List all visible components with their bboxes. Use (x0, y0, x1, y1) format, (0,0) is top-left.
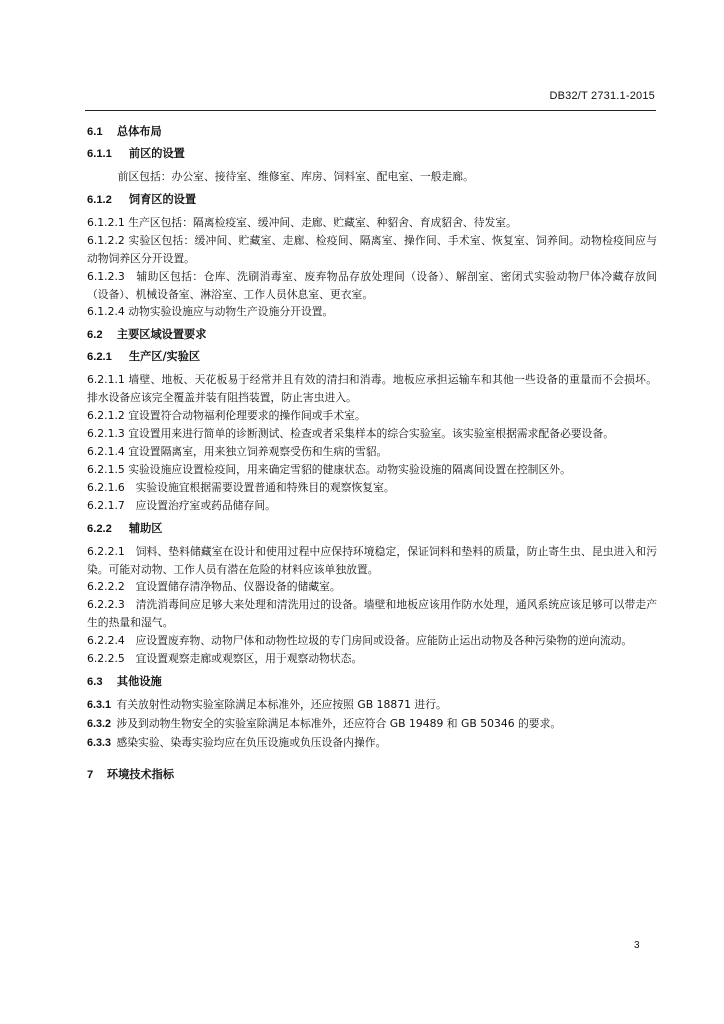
section-title: 前区的设置 (128, 147, 185, 160)
page-number: 3 (634, 940, 640, 951)
paragraph-6-2-1-2: 6.2.1.2 宜设置符合动物福利伦理要求的操作间或手术室。 (87, 409, 366, 423)
clause-text: 涉及到动物生物安全的实验室除满足本标准外，还应符合 GB 19489 和 GB 50346 的要求。 (116, 716, 562, 730)
paragraph-6-2-1-5: 6.2.1.5 实验设施应设置检疫间，用来确定雪貂的健康状态。动物实验设施的隔离间设置在控制区外。 (87, 462, 571, 476)
paragraph-6-1-2-1: 6.1.2.1 生产区包括：隔离检疫室、缓冲间、走廊、贮藏室、种貂舍、育成貂舍、待发室。 (87, 215, 517, 229)
heading-7 (87, 767, 657, 783)
section-number: 6.1.1 (87, 148, 112, 160)
heading-6-1-1 (87, 146, 657, 162)
paragraph-6-3-3 (87, 734, 657, 753)
section-number: 7 (87, 768, 94, 781)
paragraph-6-2-2-2: 6.2.2.2 宜设置储存清净物品、仪器设备的储藏室。 (87, 580, 341, 594)
section-title: 辅助区 (128, 521, 163, 535)
heading-6-2-1 (87, 349, 657, 365)
section-number: 6.3 (87, 675, 103, 688)
paragraph-6-2-2-5: 6.2.2.5 宜设置观察走廊或观察区，用于观察动物状态。 (87, 652, 363, 666)
paragraph-6-2-1-1: 6.2.1.1 墙壁、地板、天花板易于经常并且有效的清扫和消毒。地板应承担运输车和其他一些设备的重量而不会损坏。排水设备应该完全覆盖并装有阻挡装置，防止害虫进入。 (87, 373, 657, 405)
paragraph-6-1-2-2: 6.1.2.2 实验区包括：缓冲间、贮藏室、走廊、检疫间、隔离室、操作间、手术室、恢复室、饲养间。动物检疫间应与动物饲养区分开设置。 (87, 233, 657, 265)
paragraph-6-2-2-3: 6.2.2.3 清洗消毒间应足够大来处理和清洗用过的设备。墙壁和地板应该用作防水处理，通风系统应该足够可以带走产生的热量和湿气。 (87, 598, 657, 630)
section-number: 6.2.2 (87, 522, 112, 535)
section-title: 主要区域设置要求 (116, 328, 207, 342)
heading-6-1-2 (87, 192, 657, 208)
section-number: 6.1 (87, 126, 103, 138)
section-title: 环境技术指标 (106, 767, 175, 781)
clause-number: 6.3.1 (87, 698, 112, 711)
section-title: 总体布局 (116, 125, 162, 138)
heading-6-2 (87, 327, 657, 343)
heading-6-1 (87, 124, 657, 140)
heading-6-2-2 (87, 521, 657, 537)
section-title: 饲育区的设置 (128, 192, 197, 206)
section-title: 生产区/实验区 (128, 350, 201, 364)
paragraph-6-1-2-4: 6.1.2.4 动物实验设施应与动物生产设施分开设置。 (87, 305, 334, 319)
clause-number: 6.3.3 (87, 736, 112, 749)
paragraph-6-2-2-1: 6.2.2.1 饲料、垫料储藏室在设计和使用过程中应保持环境稳定，保证饲料和垫料的质量，防止寄生虫、昆虫进入和污染。可能对动物、工作人员有潜在危险的材料应该单独放置。 (87, 544, 657, 576)
paragraph-front-area: 前区包括：办公室、接待室、维修室、库房、饲料室、配电室、一般走廊。 (117, 170, 474, 183)
clause-number: 6.3.2 (87, 717, 112, 730)
section-title: 其他设施 (116, 674, 162, 688)
header-divider (85, 110, 656, 111)
document-body (87, 124, 657, 783)
document-code: DB32/T 2731.1-2015 (549, 90, 655, 102)
paragraph-6-1-2-3: 6.1.2.3 辅助区包括：仓库、洗刷消毒室、废弃物品存放处理间（设备）、解剖室、密闭式实验动物尸体冷藏存放间（设备）、机械设备室、淋浴室、工作人员休息室、更衣室。 (87, 269, 657, 301)
paragraph-6-2-2-4: 6.2.2.4 应设置废弃物、动物尸体和动物性垃圾的专门房间或设备。应能防止运出动物及各种污染物的逆向流动。 (87, 634, 633, 648)
section-number: 6.2 (87, 329, 103, 342)
paragraph-6-3-1 (87, 696, 657, 715)
paragraph-6-2-1-6: 6.2.1.6 实验设施宜根据需要设置普通和特殊目的观察恢复室。 (87, 480, 395, 494)
clause-text: 有关放射性动物实验室除满足本标准外，还应按照 GB 18871 进行。 (116, 697, 447, 711)
paragraph-6-2-1-4: 6.2.1.4 宜设置隔离室，用来独立饲养观察受伤和生病的雪貂。 (87, 444, 388, 458)
paragraph-6-2-1-7: 6.2.1.7 应设置治疗室或药品储存间。 (87, 498, 276, 512)
paragraph-6-3-2 (87, 715, 657, 734)
heading-6-3 (87, 674, 657, 690)
clause-text: 感染实验、染毒实验均应在负压设施或负压设备内操作。 (116, 735, 387, 749)
section-number: 6.2.1 (87, 351, 112, 364)
paragraph-6-2-1-3: 6.2.1.3 宜设置用来进行简单的诊断测试、检查或者采集样本的综合实验室。该实验室根据需求配备必要设备。 (87, 427, 615, 441)
section-number: 6.1.2 (87, 193, 112, 206)
